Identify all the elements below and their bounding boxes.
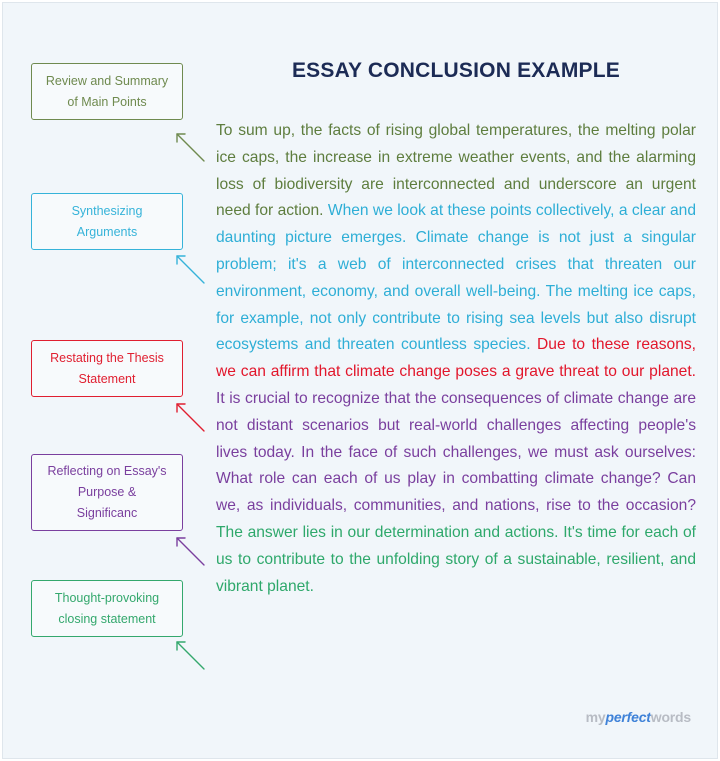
page-title: ESSAY CONCLUSION EXAMPLE bbox=[291, 59, 621, 82]
label-line: Restating the Thesis bbox=[50, 350, 164, 365]
essay-conclusion-text bbox=[216, 118, 696, 600]
infographic bbox=[2, 2, 718, 759]
label-line: of Main Points bbox=[67, 94, 147, 109]
arrow-icon bbox=[177, 256, 204, 283]
arrow-icon bbox=[177, 134, 204, 161]
thesis-text: Due to these reasons, we can affirm that climate change poses a grave threat to our planet. bbox=[216, 336, 696, 381]
summary-text: To sum up, the facts of rising global temperatures, the melting polar ice caps, the increase in extreme weather events, and the alarming loss of biodiversity are interconnected and underscore an urgent need for action. bbox=[216, 122, 696, 220]
label-line: Arguments bbox=[76, 224, 138, 239]
synthesis-text: When we look at these points collectively, a clear and daunting picture emerges. Climate change is not just a singular problem; it's a web of interconnected crises that threaten our environment, economy, and overall well-being. The melting ice caps, for example, not only contribute to rising sea levels but also disrupt ecosystems and threaten countless species. bbox=[216, 202, 696, 354]
label-line: Statement bbox=[78, 371, 136, 386]
arrow-icon bbox=[177, 404, 204, 431]
label-line: Significanc bbox=[76, 506, 138, 520]
label-line: Synthesizing bbox=[71, 203, 143, 218]
label-line: Thought-provoking bbox=[54, 590, 160, 605]
reflection-text: It is crucial to recognize that the consequences of climate change are not distant scenarios but real-world challenges affecting people's lives today. In the face of such challenges, we must ask ourselves: What role can each of us play in combatting climate change? Can we, as individuals, communities, and nations, rise to the occasion? bbox=[216, 389, 696, 515]
brand-logo: myperfectwords bbox=[585, 709, 691, 725]
arrow-icon bbox=[177, 642, 204, 669]
label-line: closing statement bbox=[58, 611, 156, 626]
label-line: Review and Summary bbox=[45, 73, 169, 88]
label-line: Purpose & bbox=[77, 485, 137, 499]
closing-text: The answer lies in our determination and actions. It's time for each of us to contribute to the unfolding story of a sustainable, resilient, and vibrant planet. bbox=[216, 523, 696, 595]
arrow-icon bbox=[177, 538, 204, 565]
label-line: Reflecting on Essay's bbox=[47, 464, 167, 478]
